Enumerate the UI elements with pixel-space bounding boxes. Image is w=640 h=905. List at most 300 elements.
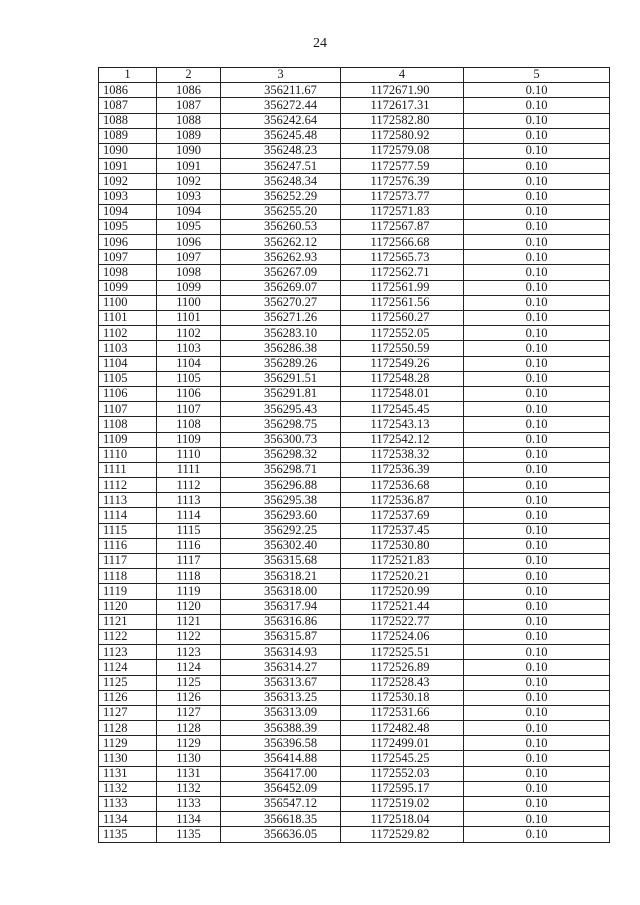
cell-point-id: 1130 [157,751,221,766]
cell-point-id: 1127 [157,705,221,720]
cell-x-coordinate: 356255.20 [221,204,341,219]
cell-point-id: 1103 [157,341,221,356]
cell-point-number: 1131 [99,766,157,781]
table-row [99,113,610,128]
cell-accuracy: 0.10 [464,736,610,751]
cell-y-coordinate: 1172595.17 [341,781,464,796]
table-row [99,98,610,113]
cell-x-coordinate: 356283.10 [221,326,341,341]
cell-point-number: 1110 [99,447,157,462]
table-row [99,204,610,219]
cell-accuracy: 0.10 [464,721,610,736]
cell-accuracy: 0.10 [464,614,610,629]
cell-x-coordinate: 356315.68 [221,554,341,569]
table-row [99,402,610,417]
cell-x-coordinate: 356270.27 [221,295,341,310]
cell-accuracy: 0.10 [464,128,610,143]
cell-y-coordinate: 1172542.12 [341,432,464,447]
cell-point-number: 1117 [99,554,157,569]
cell-point-id: 1099 [157,280,221,295]
cell-x-coordinate: 356291.51 [221,371,341,386]
table-row [99,523,610,538]
cell-x-coordinate: 356293.60 [221,508,341,523]
column-header-5: 5 [464,68,610,83]
cell-point-number: 1109 [99,432,157,447]
cell-accuracy: 0.10 [464,98,610,113]
cell-point-id: 1110 [157,447,221,462]
cell-y-coordinate: 1172522.77 [341,614,464,629]
cell-y-coordinate: 1172548.01 [341,386,464,401]
cell-point-id: 1124 [157,660,221,675]
cell-point-id: 1113 [157,493,221,508]
cell-point-number: 1133 [99,797,157,812]
cell-y-coordinate: 1172576.39 [341,174,464,189]
cell-accuracy: 0.10 [464,508,610,523]
cell-x-coordinate: 356242.64 [221,113,341,128]
cell-accuracy: 0.10 [464,538,610,553]
cell-point-id: 1087 [157,98,221,113]
cell-point-id: 1129 [157,736,221,751]
table-row [99,478,610,493]
table-row [99,705,610,720]
cell-y-coordinate: 1172573.77 [341,189,464,204]
cell-x-coordinate: 356316.86 [221,614,341,629]
cell-y-coordinate: 1172548.28 [341,371,464,386]
cell-point-id: 1118 [157,569,221,584]
cell-accuracy: 0.10 [464,143,610,158]
cell-y-coordinate: 1172571.83 [341,204,464,219]
cell-point-id: 1107 [157,402,221,417]
cell-accuracy: 0.10 [464,265,610,280]
cell-x-coordinate: 356252.29 [221,189,341,204]
cell-x-coordinate: 356292.25 [221,523,341,538]
cell-point-id: 1101 [157,311,221,326]
cell-accuracy: 0.10 [464,174,610,189]
table-row [99,386,610,401]
cell-point-number: 1120 [99,599,157,614]
cell-point-id: 1133 [157,797,221,812]
table-row [99,797,610,812]
cell-accuracy: 0.10 [464,280,610,295]
cell-x-coordinate: 356315.87 [221,629,341,644]
table-row [99,629,610,644]
cell-point-id: 1120 [157,599,221,614]
cell-y-coordinate: 1172545.45 [341,402,464,417]
table-row [99,371,610,386]
cell-accuracy: 0.10 [464,371,610,386]
cell-point-id: 1098 [157,265,221,280]
cell-accuracy: 0.10 [464,493,610,508]
cell-x-coordinate: 356313.25 [221,690,341,705]
cell-y-coordinate: 1172536.39 [341,462,464,477]
table-body [99,83,610,842]
cell-y-coordinate: 1172531.66 [341,705,464,720]
cell-x-coordinate: 356318.00 [221,584,341,599]
cell-accuracy: 0.10 [464,219,610,234]
cell-x-coordinate: 356269.07 [221,280,341,295]
table-row [99,447,610,462]
table-row [99,250,610,265]
cell-x-coordinate: 356300.73 [221,432,341,447]
cell-y-coordinate: 1172529.82 [341,827,464,842]
cell-point-number: 1098 [99,265,157,280]
cell-point-number: 1108 [99,417,157,432]
cell-accuracy: 0.10 [464,812,610,827]
cell-accuracy: 0.10 [464,432,610,447]
table-row [99,341,610,356]
cell-point-id: 1093 [157,189,221,204]
table-row [99,812,610,827]
cell-y-coordinate: 1172524.06 [341,629,464,644]
cell-y-coordinate: 1172482.48 [341,721,464,736]
cell-point-id: 1132 [157,781,221,796]
cell-point-number: 1105 [99,371,157,386]
cell-point-number: 1089 [99,128,157,143]
cell-x-coordinate: 356636.05 [221,827,341,842]
table-row [99,311,610,326]
cell-y-coordinate: 1172577.59 [341,159,464,174]
cell-point-number: 1119 [99,584,157,599]
cell-point-id: 1090 [157,143,221,158]
cell-accuracy: 0.10 [464,690,610,705]
cell-point-number: 1122 [99,629,157,644]
cell-point-number: 1088 [99,113,157,128]
cell-y-coordinate: 1172617.31 [341,98,464,113]
column-header-1: 1 [99,68,157,83]
cell-y-coordinate: 1172537.45 [341,523,464,538]
cell-point-number: 1132 [99,781,157,796]
cell-point-id: 1104 [157,356,221,371]
table-row [99,219,610,234]
table-row [99,614,610,629]
cell-x-coordinate: 356289.26 [221,356,341,371]
table-row [99,128,610,143]
cell-y-coordinate: 1172671.90 [341,83,464,98]
cell-y-coordinate: 1172552.05 [341,326,464,341]
cell-x-coordinate: 356314.27 [221,660,341,675]
cell-accuracy: 0.10 [464,675,610,690]
cell-point-id: 1105 [157,371,221,386]
cell-point-id: 1117 [157,554,221,569]
column-header-2: 2 [157,68,221,83]
cell-x-coordinate: 356262.12 [221,235,341,250]
cell-accuracy: 0.10 [464,584,610,599]
cell-x-coordinate: 356291.81 [221,386,341,401]
cell-y-coordinate: 1172518.04 [341,812,464,827]
cell-y-coordinate: 1172567.87 [341,219,464,234]
cell-x-coordinate: 356302.40 [221,538,341,553]
cell-point-id: 1123 [157,645,221,660]
cell-x-coordinate: 356267.09 [221,265,341,280]
cell-point-id: 1126 [157,690,221,705]
table-row [99,827,610,842]
cell-point-id: 1094 [157,204,221,219]
cell-accuracy: 0.10 [464,629,610,644]
cell-x-coordinate: 356245.48 [221,128,341,143]
cell-point-id: 1131 [157,766,221,781]
cell-accuracy: 0.10 [464,751,610,766]
cell-point-number: 1118 [99,569,157,584]
column-header-4: 4 [341,68,464,83]
cell-point-id: 1089 [157,128,221,143]
cell-point-id: 1112 [157,478,221,493]
cell-x-coordinate: 356248.23 [221,143,341,158]
cell-y-coordinate: 1172565.73 [341,250,464,265]
cell-accuracy: 0.10 [464,781,610,796]
cell-x-coordinate: 356314.93 [221,645,341,660]
cell-point-number: 1111 [99,462,157,477]
cell-point-number: 1094 [99,204,157,219]
cell-x-coordinate: 356318.21 [221,569,341,584]
column-header-3: 3 [221,68,341,83]
cell-point-number: 1106 [99,386,157,401]
table-row [99,280,610,295]
cell-x-coordinate: 356296.88 [221,478,341,493]
table-row [99,462,610,477]
table-row [99,599,610,614]
cell-y-coordinate: 1172530.80 [341,538,464,553]
table-row [99,645,610,660]
cell-point-number: 1086 [99,83,157,98]
table-row [99,174,610,189]
table-row [99,83,610,98]
cell-x-coordinate: 356452.09 [221,781,341,796]
table-row [99,751,610,766]
table-row [99,569,610,584]
table-row [99,584,610,599]
coordinates-table [98,67,610,843]
table-row [99,417,610,432]
cell-accuracy: 0.10 [464,386,610,401]
cell-y-coordinate: 1172560.27 [341,311,464,326]
cell-point-id: 1128 [157,721,221,736]
table-header-row [99,68,610,83]
cell-point-number: 1100 [99,295,157,310]
cell-point-id: 1125 [157,675,221,690]
cell-point-number: 1116 [99,538,157,553]
table-row [99,235,610,250]
cell-accuracy: 0.10 [464,295,610,310]
cell-point-number: 1129 [99,736,157,751]
cell-point-id: 1114 [157,508,221,523]
cell-x-coordinate: 356295.43 [221,402,341,417]
cell-point-id: 1100 [157,295,221,310]
cell-point-id: 1135 [157,827,221,842]
cell-x-coordinate: 356313.67 [221,675,341,690]
cell-point-number: 1103 [99,341,157,356]
cell-x-coordinate: 356388.39 [221,721,341,736]
cell-y-coordinate: 1172552.03 [341,766,464,781]
cell-point-id: 1097 [157,250,221,265]
cell-y-coordinate: 1172519.02 [341,797,464,812]
cell-accuracy: 0.10 [464,113,610,128]
cell-point-number: 1107 [99,402,157,417]
cell-accuracy: 0.10 [464,311,610,326]
cell-point-id: 1091 [157,159,221,174]
cell-point-id: 1096 [157,235,221,250]
table-row [99,766,610,781]
cell-accuracy: 0.10 [464,645,610,660]
cell-point-number: 1093 [99,189,157,204]
page-number: 24 [313,36,327,51]
cell-point-number: 1112 [99,478,157,493]
cell-y-coordinate: 1172582.80 [341,113,464,128]
cell-x-coordinate: 356272.44 [221,98,341,113]
table-row [99,432,610,447]
cell-y-coordinate: 1172525.51 [341,645,464,660]
cell-y-coordinate: 1172550.59 [341,341,464,356]
table-row [99,538,610,553]
cell-x-coordinate: 356295.38 [221,493,341,508]
cell-point-number: 1104 [99,356,157,371]
cell-y-coordinate: 1172526.89 [341,660,464,675]
cell-point-id: 1108 [157,417,221,432]
cell-point-number: 1130 [99,751,157,766]
cell-accuracy: 0.10 [464,569,610,584]
cell-point-number: 1102 [99,326,157,341]
cell-x-coordinate: 356417.00 [221,766,341,781]
cell-y-coordinate: 1172538.32 [341,447,464,462]
cell-point-number: 1123 [99,645,157,660]
cell-accuracy: 0.10 [464,478,610,493]
cell-point-number: 1097 [99,250,157,265]
cell-accuracy: 0.10 [464,235,610,250]
cell-point-id: 1116 [157,538,221,553]
table-row [99,660,610,675]
cell-accuracy: 0.10 [464,417,610,432]
table-row [99,781,610,796]
cell-point-number: 1113 [99,493,157,508]
table-row [99,675,610,690]
cell-y-coordinate: 1172579.08 [341,143,464,158]
cell-x-coordinate: 356396.58 [221,736,341,751]
cell-x-coordinate: 356298.32 [221,447,341,462]
cell-point-number: 1134 [99,812,157,827]
table-row [99,356,610,371]
cell-point-id: 1106 [157,386,221,401]
table-row [99,508,610,523]
table-row [99,493,610,508]
cell-x-coordinate: 356414.88 [221,751,341,766]
cell-point-number: 1128 [99,721,157,736]
cell-y-coordinate: 1172537.69 [341,508,464,523]
cell-point-id: 1095 [157,219,221,234]
cell-accuracy: 0.10 [464,447,610,462]
cell-accuracy: 0.10 [464,189,610,204]
cell-point-number: 1091 [99,159,157,174]
table-row [99,265,610,280]
cell-accuracy: 0.10 [464,83,610,98]
cell-x-coordinate: 356247.51 [221,159,341,174]
cell-accuracy: 0.10 [464,159,610,174]
cell-x-coordinate: 356211.67 [221,83,341,98]
cell-point-number: 1087 [99,98,157,113]
cell-accuracy: 0.10 [464,599,610,614]
cell-accuracy: 0.10 [464,356,610,371]
cell-y-coordinate: 1172561.56 [341,295,464,310]
cell-point-number: 1127 [99,705,157,720]
cell-accuracy: 0.10 [464,462,610,477]
cell-point-id: 1121 [157,614,221,629]
cell-point-number: 1121 [99,614,157,629]
table-row [99,189,610,204]
cell-x-coordinate: 356260.53 [221,219,341,234]
cell-y-coordinate: 1172580.92 [341,128,464,143]
cell-point-id: 1122 [157,629,221,644]
cell-x-coordinate: 356317.94 [221,599,341,614]
cell-point-id: 1109 [157,432,221,447]
cell-point-number: 1135 [99,827,157,842]
cell-x-coordinate: 356248.34 [221,174,341,189]
table-row [99,326,610,341]
cell-y-coordinate: 1172520.21 [341,569,464,584]
cell-accuracy: 0.10 [464,341,610,356]
table-row [99,554,610,569]
cell-y-coordinate: 1172561.99 [341,280,464,295]
cell-accuracy: 0.10 [464,766,610,781]
cell-y-coordinate: 1172499.01 [341,736,464,751]
table-row [99,143,610,158]
cell-accuracy: 0.10 [464,827,610,842]
cell-point-number: 1101 [99,311,157,326]
cell-y-coordinate: 1172549.26 [341,356,464,371]
cell-y-coordinate: 1172520.99 [341,584,464,599]
cell-point-number: 1095 [99,219,157,234]
cell-x-coordinate: 356298.71 [221,462,341,477]
cell-point-id: 1119 [157,584,221,599]
cell-point-id: 1086 [157,83,221,98]
cell-x-coordinate: 356618.35 [221,812,341,827]
cell-point-id: 1115 [157,523,221,538]
cell-accuracy: 0.10 [464,797,610,812]
cell-accuracy: 0.10 [464,523,610,538]
cell-y-coordinate: 1172562.71 [341,265,464,280]
cell-accuracy: 0.10 [464,204,610,219]
table-row [99,736,610,751]
cell-accuracy: 0.10 [464,660,610,675]
table-row [99,159,610,174]
cell-x-coordinate: 356286.38 [221,341,341,356]
cell-y-coordinate: 1172566.68 [341,235,464,250]
cell-point-number: 1092 [99,174,157,189]
cell-point-number: 1090 [99,143,157,158]
cell-point-id: 1092 [157,174,221,189]
cell-point-number: 1124 [99,660,157,675]
cell-y-coordinate: 1172536.68 [341,478,464,493]
cell-accuracy: 0.10 [464,250,610,265]
cell-point-number: 1114 [99,508,157,523]
cell-x-coordinate: 356298.75 [221,417,341,432]
cell-x-coordinate: 356547.12 [221,797,341,812]
cell-point-id: 1102 [157,326,221,341]
cell-point-number: 1126 [99,690,157,705]
cell-y-coordinate: 1172543.13 [341,417,464,432]
cell-point-id: 1111 [157,462,221,477]
cell-x-coordinate: 356271.26 [221,311,341,326]
cell-y-coordinate: 1172536.87 [341,493,464,508]
table-row [99,690,610,705]
cell-point-number: 1096 [99,235,157,250]
cell-y-coordinate: 1172528.43 [341,675,464,690]
cell-point-number: 1115 [99,523,157,538]
cell-x-coordinate: 356262.93 [221,250,341,265]
cell-accuracy: 0.10 [464,554,610,569]
table-row [99,295,610,310]
cell-point-number: 1099 [99,280,157,295]
cell-accuracy: 0.10 [464,402,610,417]
cell-y-coordinate: 1172521.44 [341,599,464,614]
cell-point-id: 1134 [157,812,221,827]
